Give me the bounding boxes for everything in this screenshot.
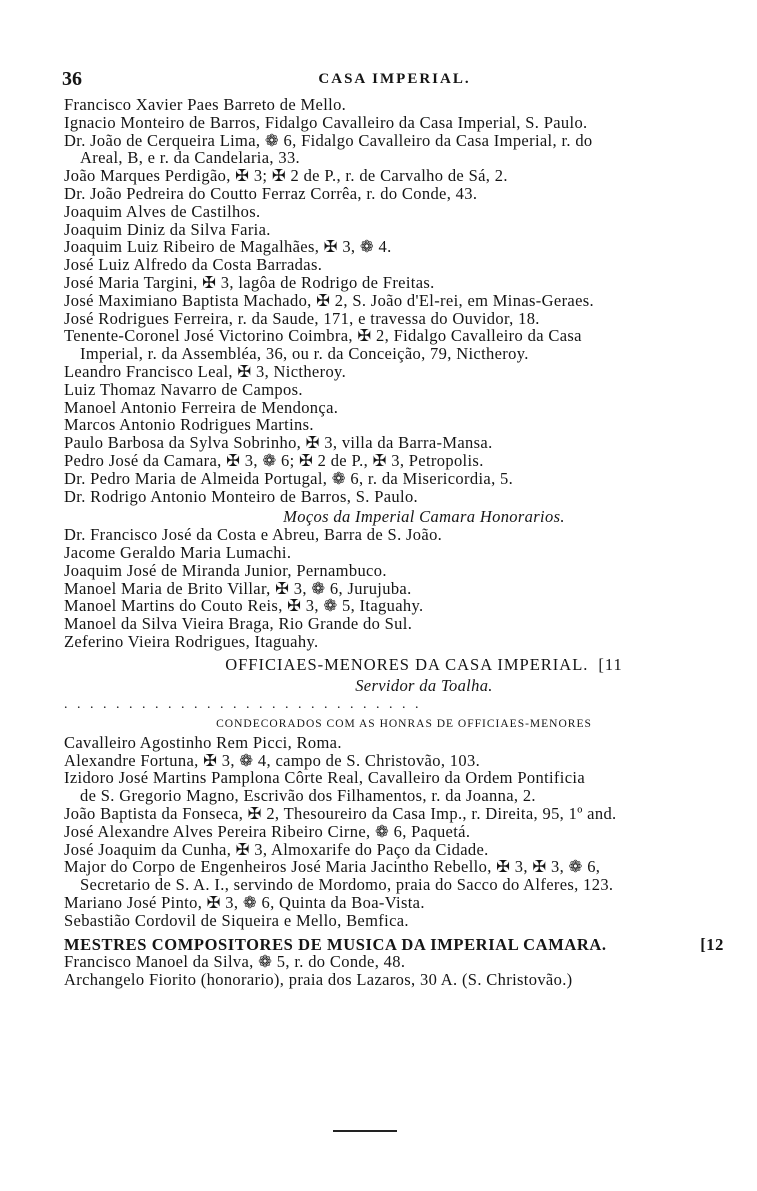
list-entry [64,399,744,417]
list-entry [64,452,744,470]
entry-line: Luiz Thomaz Navarro de Campos. [64,379,303,399]
entry-list-fidalgos [64,96,744,505]
list-entry [64,132,744,168]
list-entry [64,310,744,328]
entry-list-condecorados [64,734,744,930]
list-entry [64,971,744,989]
closing-rule [333,1130,397,1132]
entry-line: Tenente-Coronel José Victorino Coimbra, ✠ 2, Fidalgo Cavalleiro da Casa [64,326,582,346]
section-title: OFFICIAES-MENORES DA CASA IMPERIAL. [225,654,589,674]
entry-line: Joaquim Luiz Ribeiro de Magalhães, ✠ 3, ❁ 4. [64,237,392,257]
page-body [64,96,744,989]
entry-line: Jacome Geraldo Maria Lumachi. [64,542,292,562]
entry-continuation-line: Areal, B, e r. da Candelaria, 33. [80,148,301,168]
list-entry [64,292,744,310]
list-entry [64,167,744,185]
entry-line: Manoel Maria de Brito Villar, ✠ 3, ❁ 6, Jurujuba. [64,578,412,598]
list-entry [64,221,744,239]
list-entry [64,256,744,274]
list-entry [64,858,744,894]
entry-line: Manoel da Silva Vieira Braga, Rio Grande do Sul. [64,614,413,634]
entry-line: Paulo Barbosa da Sylva Sobrinho, ✠ 3, villa da Barra-Mansa. [64,433,493,453]
list-entry [64,381,744,399]
entry-line: José Maria Targini, ✠ 3, lagôa de Rodrigo de Freitas. [64,272,435,292]
entry-line: Mariano José Pinto, ✠ 3, ❁ 6, Quinta da Boa-Vista. [64,893,425,913]
list-entry [64,96,744,114]
entry-line: José Joaquim da Cunha, ✠ 3, Almoxarife do Paço da Cidade. [64,839,489,859]
entry-line: Sebastião Cordovil de Siqueira e Mello, Bemfica. [64,910,409,930]
entry-line: João Baptista da Fonseca, ✠ 2, Thesoureiro da Casa Imp., r. Direita, 95, 1º and. [64,804,617,824]
entry-continuation-line: Imperial, r. da Assembléa, 36, ou r. da Conceição, 79, Nictheroy. [80,344,529,364]
list-entry [64,488,744,506]
entry-line: Izidoro José Martins Pamplona Côrte Real, Cavalleiro da Ordem Pontificia [64,768,585,788]
page-number: 36 [62,68,82,90]
entry-line: Ignacio Monteiro de Barros, Fidalgo Cavalleiro da Casa Imperial, S. Paulo. [64,112,588,132]
entry-list-honorarios [64,526,744,651]
entry-line: Zeferino Vieira Rodrigues, Itaguahy. [64,631,319,651]
list-entry [64,953,744,971]
list-entry [64,185,744,203]
ellipsis-dots: . . . . . . . . . . . . . . . . . . . . . . . . . . . . [64,697,419,713]
subheading-honorarios: Moços da Imperial Camara Honorarios. [283,507,565,527]
entry-line: Joaquim Diniz da Silva Faria. [64,219,271,239]
entry-list-mestres [64,953,744,989]
entry-line: José Maximiano Baptista Machado, ✠ 2, S. João d'El-rei, em Minas-Geraes. [64,290,595,310]
entry-line: Marcos Antonio Rodrigues Martins. [64,415,314,435]
list-entry [64,752,744,770]
list-entry [64,912,744,930]
entry-line: Archangelo Fiorito (honorario), praia dos Lazaros, 30 A. (S. Christovão.) [64,970,573,990]
entry-line: Dr. Rodrigo Antonio Monteiro de Barros, S. Paulo. [64,486,419,506]
list-entry [64,470,744,488]
entry-line: Leandro Francisco Leal, ✠ 3, Nictheroy. [64,361,347,381]
list-entry [64,238,744,256]
list-entry [64,894,744,912]
list-entry [64,274,744,292]
list-entry [64,416,744,434]
entry-line: Francisco Xavier Paes Barreto de Mello. [64,95,347,114]
entry-line: Alexandre Fortuna, ✠ 3, ❁ 4, campo de S. Christovão, 103. [64,750,481,770]
entry-line: José Luiz Alfredo da Costa Barradas. [64,255,323,275]
list-entry [64,562,744,580]
list-entry [64,823,744,841]
list-entry [64,434,744,452]
entry-line: Dr. João de Cerqueira Lima, ❁ 6, Fidalgo Cavalleiro da Casa Imperial, r. do [64,130,593,150]
entry-line: Dr. João Pedreira do Coutto Ferraz Corrêa, r. do Conde, 43. [64,183,478,203]
entry-line: Manoel Antonio Ferreira de Mendonça. [64,397,339,417]
list-entry [64,597,744,615]
list-entry [64,580,744,598]
list-entry [64,615,744,633]
list-entry [64,114,744,132]
entry-line: Joaquim Alves de Castilhos. [64,201,261,221]
entry-line: Dr. Francisco José da Costa e Abreu, Barra de S. João. [64,525,443,545]
entry-line: Francisco Manoel da Silva, ❁ 5, r. do Conde, 48. [64,952,406,972]
list-entry [64,805,744,823]
list-entry [64,769,744,805]
section-number: [12 [700,934,724,954]
list-entry [64,544,744,562]
entry-continuation-line: Secretario de S. A. I., servindo de Mordomo, praia do Sacco do Alferes, 123. [80,875,614,895]
section-heading-mestres [64,936,724,954]
list-entry [64,526,744,544]
subheading-condecorados: CONDECORADOS COM AS HONRAS DE OFFICIAES-MENORES [216,718,592,731]
list-entry [64,734,744,752]
list-entry [64,203,744,221]
section-heading-officiaes [64,656,744,674]
entry-line: José Alexandre Alves Pereira Ribeiro Cirne, ❁ 6, Paquetá. [64,821,471,841]
entry-line: João Marques Perdigão, ✠ 3; ✠ 2 de P., r. de Carvalho de Sá, 2. [64,166,508,186]
entry-line: Pedro José da Camara, ✠ 3, ❁ 6; ✠ 2 de P., ✠ 3, Petropolis. [64,450,484,470]
list-entry [64,633,744,651]
list-entry [64,841,744,859]
entry-line: José Rodrigues Ferreira, r. da Saude, 171, e travessa do Ouvidor, 18. [64,308,540,328]
list-entry [64,363,744,381]
entry-line: Joaquim José de Miranda Junior, Pernambuco. [64,560,387,580]
section-title: MESTRES COMPOSITORES DE MUSICA DA IMPERIAL CAMARA. [64,934,607,954]
list-entry [64,327,744,363]
running-title: CASA IMPERIAL. [318,71,471,87]
section-number: [11 [598,654,623,674]
entry-line: Major do Corpo de Engenheiros José Maria Jacintho Rebello, ✠ 3, ✠ 3, ❁ 6, [64,857,601,877]
entry-line: Manoel Martins do Couto Reis, ✠ 3, ❁ 5, Itaguahy. [64,596,424,616]
page-header [62,68,727,92]
entry-line: Cavalleiro Agostinho Rem Picci, Roma. [64,732,342,752]
subheading-servidor: Servidor da Toalha. [355,675,493,695]
entry-line: Dr. Pedro Maria de Almeida Portugal, ❁ 6, r. da Misericordia, 5. [64,468,514,488]
entry-continuation-line: de S. Gregorio Magno, Escrivão dos Filhamentos, r. da Joanna, 2. [80,786,536,806]
